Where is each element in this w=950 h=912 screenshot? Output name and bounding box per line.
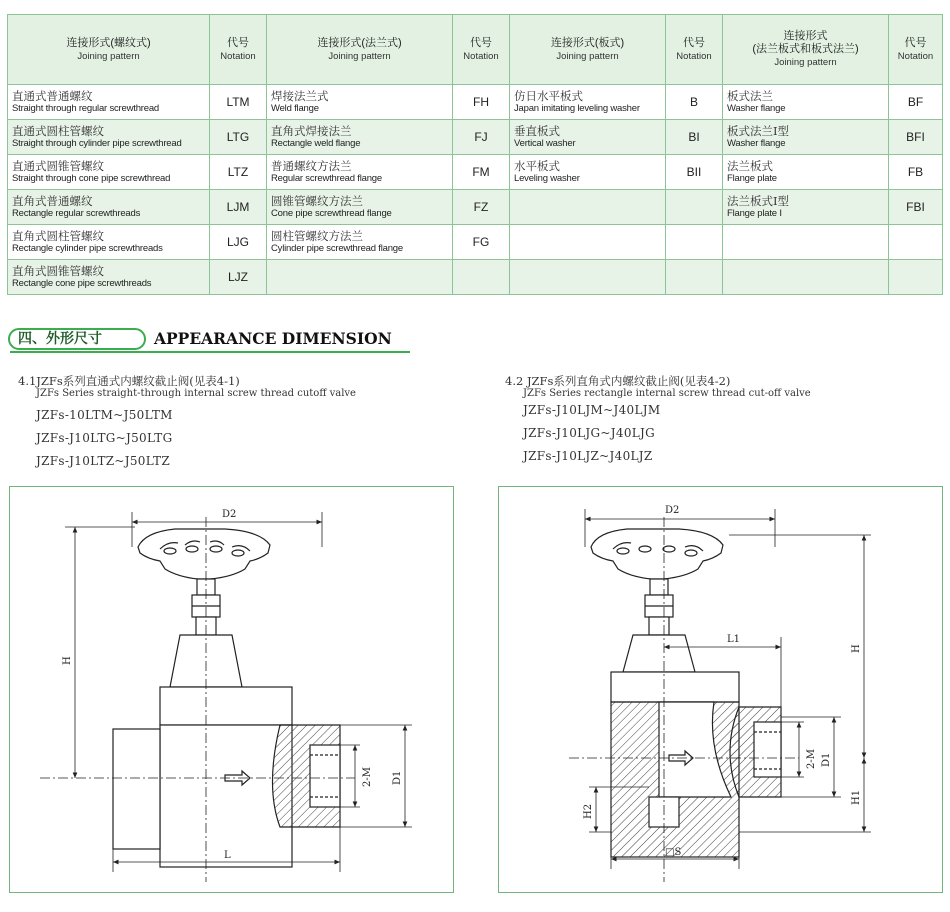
cell-notation <box>666 260 723 295</box>
cell-notation: FZ <box>453 190 510 225</box>
cell-flange-plate <box>723 260 889 295</box>
cell-threaded: 直通式普通螺纹 Straight through regular screwthread <box>8 85 210 120</box>
series-angle <box>505 373 811 463</box>
header-notation-3: 代号 Notation <box>666 15 723 85</box>
series-subtitle: JZFs Series straight-through internal screw thread cutoff valve <box>36 388 356 399</box>
cell-flange: 圆锥管螺纹方法兰 Cone pipe screwthread flange <box>267 190 453 225</box>
cell-notation: FB <box>889 155 943 190</box>
cell-flange-plate: 法兰板式I型 Flange plate I <box>723 190 889 225</box>
model-range: JZFs-J10LTZ~J50LTZ <box>36 454 170 468</box>
cell-plate <box>510 225 666 260</box>
dim-h-label: H <box>851 644 862 653</box>
joining-pattern-table <box>7 14 943 295</box>
cell-notation: LJM <box>210 190 267 225</box>
header-notation-2: 代号 Notation <box>453 15 510 85</box>
section-title: APPEARANCE DIMENSION <box>154 329 392 348</box>
header-threaded-pattern: 连接形式(螺纹式) Joining pattern <box>8 15 210 85</box>
cell-threaded: 直角式圆锥管螺纹 Rectangle cone pipe screwthreads <box>8 260 210 295</box>
cell-notation: FJ <box>453 120 510 155</box>
table-row <box>8 190 943 225</box>
cell-threaded: 直通式圆锥管螺纹 Straight through cone pipe screwthread <box>8 155 210 190</box>
cell-notation: LTG <box>210 120 267 155</box>
cell-threaded: 直角式圆柱管螺纹 Rectangle cylinder pipe screwthreads <box>8 225 210 260</box>
cell-flange-plate <box>723 225 889 260</box>
cell-notation <box>889 225 943 260</box>
cell-flange-plate: 板式法兰 Washer flange <box>723 85 889 120</box>
dim-s-label: □S <box>665 847 682 858</box>
dim-l1-label: L1 <box>727 634 741 645</box>
dim-l-label: L <box>224 850 231 861</box>
series-title: 4.2 JZFs系列直角式内螺纹截止阀(见表4-2) <box>505 374 731 388</box>
header-notation-4: 代号 Notation <box>889 15 943 85</box>
dim-h1-label: H1 <box>851 789 862 805</box>
cell-notation: FBI <box>889 190 943 225</box>
dim-d1-label: D1 <box>392 770 403 785</box>
cell-notation: BF <box>889 85 943 120</box>
series-straight <box>18 373 356 468</box>
model-range: JZFs-J10LJM~J40LJM <box>523 403 661 417</box>
cell-notation: FM <box>453 155 510 190</box>
cell-notation: LJZ <box>210 260 267 295</box>
table-row <box>8 120 943 155</box>
series-title: 4.1JZFs系列直通式内螺纹截止阀(见表4-1) <box>18 374 240 388</box>
dim-d2-label: D2 <box>665 505 680 516</box>
series-subtitle: JZFs Series rectangle internal screw thread cut-off valve <box>523 388 811 399</box>
header-flange-plate-pattern: 连接形式 (法兰板式和板式法兰) Joining pattern <box>723 15 889 85</box>
straight-valve-drawing <box>9 486 454 893</box>
cell-notation: BFI <box>889 120 943 155</box>
cell-notation <box>889 260 943 295</box>
cell-threaded: 直角式普通螺纹 Rectangle regular screwthreads <box>8 190 210 225</box>
cell-notation <box>453 260 510 295</box>
dim-d1-label: D1 <box>821 752 832 767</box>
cell-plate: 水平板式 Leveling washer <box>510 155 666 190</box>
table-row <box>8 155 943 190</box>
cell-notation <box>666 190 723 225</box>
dim-2m-label: 2-M <box>806 749 817 769</box>
model-range: JZFs-J10LTG~J50LTG <box>36 431 173 445</box>
model-range: JZFs-10LTM~J50LTM <box>36 408 173 422</box>
straight-valve-svg <box>10 487 453 892</box>
cell-notation: LTM <box>210 85 267 120</box>
dim-2m-label: 2-M <box>362 767 373 787</box>
cell-flange: 圆柱管螺纹方法兰 Cylinder pipe screwthread flange <box>267 225 453 260</box>
cell-flange-plate: 板式法兰I型 Washer flange <box>723 120 889 155</box>
cell-flange: 直角式焊接法兰 Rectangle weld flange <box>267 120 453 155</box>
table-header-row <box>8 15 943 85</box>
dim-d2-label: D2 <box>222 509 237 520</box>
table-row <box>8 85 943 120</box>
cell-plate <box>510 260 666 295</box>
cell-plate: 仿日水平板式 Japan imitating leveling washer <box>510 85 666 120</box>
table-row <box>8 225 943 260</box>
cell-notation: BII <box>666 155 723 190</box>
model-range: JZFs-J10LJZ~J40LJZ <box>523 449 653 463</box>
cell-notation: B <box>666 85 723 120</box>
cell-notation: LJG <box>210 225 267 260</box>
cell-notation: FG <box>453 225 510 260</box>
cell-flange: 普通螺纹方法兰 Regular screwthread flange <box>267 155 453 190</box>
cell-plate: 垂直板式 Vertical washer <box>510 120 666 155</box>
angle-valve-svg <box>499 487 942 892</box>
section-underline <box>10 351 410 353</box>
cell-flange: 焊接法兰式 Weld flange <box>267 85 453 120</box>
cell-flange <box>267 260 453 295</box>
header-plate-pattern: 连接形式(板式) Joining pattern <box>510 15 666 85</box>
cell-flange-plate: 法兰板式 Flange plate <box>723 155 889 190</box>
cell-plate <box>510 190 666 225</box>
angle-valve-drawing <box>498 486 943 893</box>
section-number-badge: 四、外形尺寸 <box>8 328 146 350</box>
dim-h-label: H <box>62 656 73 665</box>
cell-notation: LTZ <box>210 155 267 190</box>
header-flange-pattern: 连接形式(法兰式) Joining pattern <box>267 15 453 85</box>
cell-notation: BI <box>666 120 723 155</box>
cell-notation <box>666 225 723 260</box>
header-notation-1: 代号 Notation <box>210 15 267 85</box>
dim-h2-label: H2 <box>583 803 594 819</box>
table-row <box>8 260 943 295</box>
cell-threaded: 直通式圆柱管螺纹 Straight through cylinder pipe screwthread <box>8 120 210 155</box>
model-range: JZFs-J10LJG~J40LJG <box>523 426 656 440</box>
cell-notation: FH <box>453 85 510 120</box>
